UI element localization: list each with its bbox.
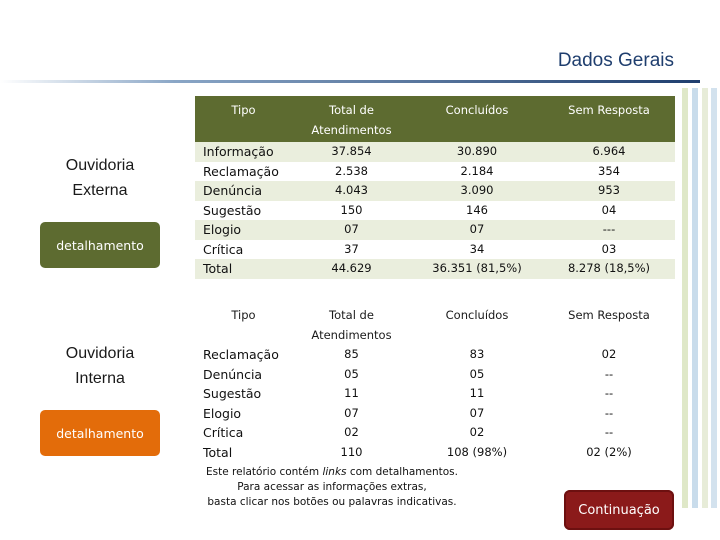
table-header-row — [195, 96, 675, 142]
table-row — [195, 162, 675, 182]
table-row — [195, 142, 675, 162]
value-cell: 6.964 — [543, 142, 675, 162]
value-cell: -- — [543, 365, 675, 385]
table-row — [195, 345, 675, 365]
row-type-cell: Crítica — [195, 240, 292, 260]
value-cell: 11 — [411, 384, 543, 404]
section-label-line: Ouvidoria — [65, 157, 135, 174]
footer-line — [197, 465, 467, 480]
footer-line: Para acessar as informações extras, — [237, 481, 427, 493]
table-row — [195, 220, 675, 240]
table-header-row — [195, 301, 675, 345]
value-cell: 150 — [292, 201, 411, 221]
value-cell: 02 (2%) — [543, 443, 675, 463]
footer-line: basta clicar nos botões ou palavras indicativas. — [207, 496, 457, 508]
table-row — [195, 404, 675, 424]
column-header: Total de Atendimentos — [292, 96, 411, 142]
column-header: Sem Resposta — [543, 301, 675, 345]
row-type-cell: Crítica — [195, 423, 292, 443]
column-header: Total de Atendimentos — [292, 301, 411, 345]
table-row — [195, 181, 675, 201]
value-cell: 07 — [292, 404, 411, 424]
footer-text: Este relatório contém — [206, 466, 323, 478]
value-cell: 108 (98%) — [411, 443, 543, 463]
page-title: Dados Gerais — [557, 50, 674, 71]
value-cell: 03 — [543, 240, 675, 260]
column-header: Tipo — [195, 301, 292, 345]
value-cell: 3.090 — [411, 181, 543, 201]
footer-text: com detalhamentos. — [346, 466, 458, 478]
value-cell: 07 — [411, 404, 543, 424]
value-cell: -- — [543, 404, 675, 424]
table-row — [195, 240, 675, 260]
column-header: Tipo — [195, 96, 292, 142]
decor-stripe — [711, 88, 717, 508]
value-cell: 37 — [292, 240, 411, 260]
section-label-line: Externa — [72, 182, 128, 199]
value-cell: 2.184 — [411, 162, 543, 182]
decor-stripe — [692, 88, 698, 508]
detail-button-externa[interactable]: detalhamento — [40, 222, 160, 268]
value-cell: 37.854 — [292, 142, 411, 162]
value-cell: 83 — [411, 345, 543, 365]
value-cell: 4.043 — [292, 181, 411, 201]
value-cell: 36.351 (81,5%) — [411, 259, 543, 279]
value-cell: 07 — [411, 220, 543, 240]
value-cell: -- — [543, 384, 675, 404]
value-cell: 07 — [292, 220, 411, 240]
section-label-line: Interna — [75, 370, 125, 387]
value-cell: 02 — [411, 423, 543, 443]
row-type-cell: Denúncia — [195, 365, 292, 385]
row-type-cell: Elogio — [195, 404, 292, 424]
row-type-cell: Sugestão — [195, 384, 292, 404]
value-cell: -- — [543, 423, 675, 443]
row-type-cell: Reclamação — [195, 345, 292, 365]
column-header: Concluídos — [411, 301, 543, 345]
table-interna — [195, 301, 675, 462]
table-row — [195, 365, 675, 385]
table-row — [195, 423, 675, 443]
section-label-interna — [25, 341, 175, 391]
value-cell: 05 — [292, 365, 411, 385]
section-label-line: Ouvidoria — [65, 345, 135, 362]
footer-note — [197, 465, 467, 510]
value-cell: 953 — [543, 181, 675, 201]
table-row — [195, 443, 675, 463]
row-type-cell: Denúncia — [195, 181, 292, 201]
value-cell: 05 — [411, 365, 543, 385]
section-label-externa — [25, 153, 175, 203]
value-cell: --- — [543, 220, 675, 240]
value-cell: 85 — [292, 345, 411, 365]
decor-stripe — [702, 88, 708, 508]
row-type-cell: Sugestão — [195, 201, 292, 221]
table-row — [195, 259, 675, 279]
detail-button-interna[interactable]: detalhamento — [40, 410, 160, 456]
row-type-cell: Informação — [195, 142, 292, 162]
value-cell: 110 — [292, 443, 411, 463]
continue-button[interactable]: Continuação — [564, 490, 674, 530]
value-cell: 354 — [543, 162, 675, 182]
table-externa — [195, 96, 675, 279]
row-type-cell: Total — [195, 443, 292, 463]
value-cell: 34 — [411, 240, 543, 260]
value-cell: 30.890 — [411, 142, 543, 162]
column-header: Concluídos — [411, 96, 543, 142]
value-cell: 146 — [411, 201, 543, 221]
value-cell: 02 — [292, 423, 411, 443]
row-type-cell: Reclamação — [195, 162, 292, 182]
value-cell: 11 — [292, 384, 411, 404]
value-cell: 44.629 — [292, 259, 411, 279]
row-type-cell: Elogio — [195, 220, 292, 240]
table-row — [195, 384, 675, 404]
title-divider — [0, 80, 700, 83]
table-row — [195, 201, 675, 221]
links-word: links — [322, 466, 347, 478]
decor-stripe — [682, 88, 688, 508]
column-header: Sem Resposta — [543, 96, 675, 142]
value-cell: 04 — [543, 201, 675, 221]
value-cell: 2.538 — [292, 162, 411, 182]
value-cell: 02 — [543, 345, 675, 365]
value-cell: 8.278 (18,5%) — [543, 259, 675, 279]
row-type-cell: Total — [195, 259, 292, 279]
